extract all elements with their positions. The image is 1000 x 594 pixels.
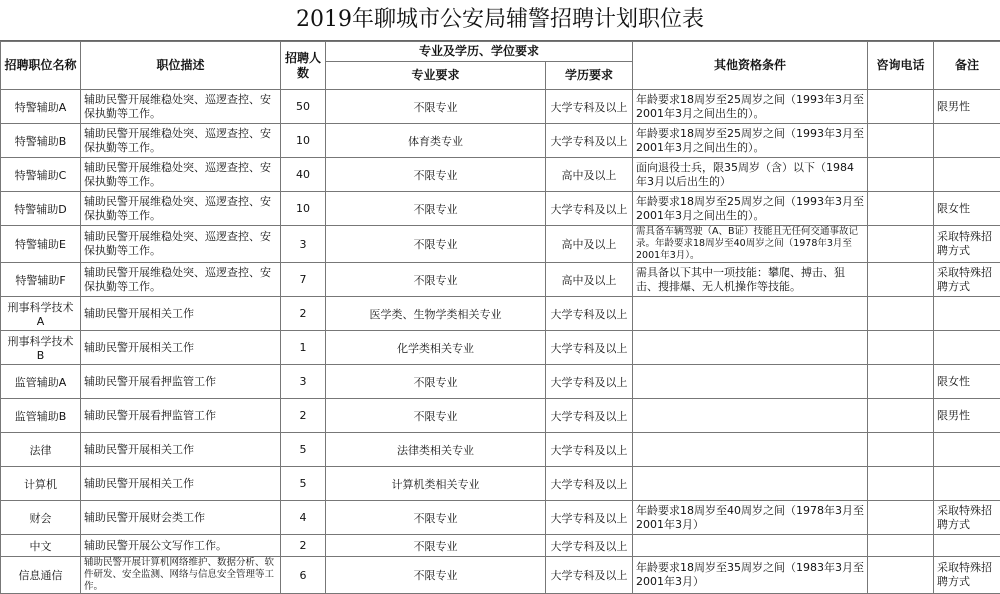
header-major: 专业要求 <box>326 62 546 90</box>
table-row <box>1 192 1000 226</box>
cell-count: 50 <box>281 90 326 124</box>
cell-position: 法律 <box>1 433 81 467</box>
cell-count: 5 <box>281 433 326 467</box>
cell-other: 年龄要求18周岁至40周岁之间（1978年3月至2001年3月） <box>633 501 868 535</box>
cell-desc: 辅助民警开展相关工作 <box>81 331 281 365</box>
cell-desc: 辅助民警开展维稳处突、巡逻查控、安保执勤等工作。 <box>81 124 281 158</box>
header-position: 招聘职位名称 <box>1 42 81 90</box>
header-edu: 学历要求 <box>546 62 633 90</box>
cell-edu: 大学专科及以上 <box>546 192 633 226</box>
header-phone: 咨询电话 <box>868 42 934 90</box>
cell-desc: 辅助民警开展维稳处突、巡逻查控、安保执勤等工作。 <box>81 263 281 297</box>
cell-edu: 大学专科及以上 <box>546 331 633 365</box>
cell-phone <box>868 331 934 365</box>
header-other: 其他资格条件 <box>633 42 868 90</box>
cell-phone <box>868 158 934 192</box>
cell-major: 不限专业 <box>326 535 546 557</box>
cell-count: 5 <box>281 467 326 501</box>
cell-edu: 高中及以上 <box>546 226 633 263</box>
cell-position: 监管辅助A <box>1 365 81 399</box>
cell-position: 特警辅助E <box>1 226 81 263</box>
cell-note <box>934 297 1000 331</box>
cell-phone <box>868 557 934 594</box>
cell-other: 年龄要求18周岁至25周岁之间（1993年3月至2001年3月之间出生的）。 <box>633 124 868 158</box>
cell-count: 3 <box>281 365 326 399</box>
cell-note <box>934 467 1000 501</box>
cell-note: 采取特殊招聘方式 <box>934 557 1000 594</box>
cell-note: 采取特殊招聘方式 <box>934 501 1000 535</box>
cell-edu: 大学专科及以上 <box>546 467 633 501</box>
cell-desc: 辅助民警开展计算机网络维护、数据分析、软件研发、安全监测、网络与信息安全管理等工作。 <box>81 557 281 594</box>
cell-other <box>633 535 868 557</box>
cell-major: 不限专业 <box>326 158 546 192</box>
cell-edu: 大学专科及以上 <box>546 535 633 557</box>
cell-count: 1 <box>281 331 326 365</box>
cell-desc: 辅助民警开展相关工作 <box>81 467 281 501</box>
cell-phone <box>868 226 934 263</box>
table-row <box>1 399 1000 433</box>
cell-edu: 大学专科及以上 <box>546 124 633 158</box>
cell-other <box>633 433 868 467</box>
cell-position: 刑事科学技术B <box>1 331 81 365</box>
cell-note: 限女性 <box>934 192 1000 226</box>
table-row <box>1 365 1000 399</box>
cell-position: 刑事科学技术A <box>1 297 81 331</box>
cell-note: 限男性 <box>934 90 1000 124</box>
cell-desc: 辅助民警开展维稳处突、巡逻查控、安保执勤等工作。 <box>81 226 281 263</box>
cell-other <box>633 467 868 501</box>
cell-other: 年龄要求18周岁至25周岁之间（1993年3月至2001年3月之间出生的）。 <box>633 192 868 226</box>
cell-major: 不限专业 <box>326 365 546 399</box>
cell-major: 不限专业 <box>326 399 546 433</box>
cell-edu: 大学专科及以上 <box>546 399 633 433</box>
cell-count: 40 <box>281 158 326 192</box>
cell-major: 不限专业 <box>326 263 546 297</box>
table-row <box>1 535 1000 557</box>
cell-major: 化学类相关专业 <box>326 331 546 365</box>
page-title: 2019年聊城市公安局辅警招聘计划职位表 <box>0 0 1000 41</box>
header-count: 招聘人数 <box>281 42 326 90</box>
cell-count: 2 <box>281 535 326 557</box>
cell-note <box>934 124 1000 158</box>
cell-desc: 辅助民警开展维稳处突、巡逻查控、安保执勤等工作。 <box>81 90 281 124</box>
cell-note: 采取特殊招聘方式 <box>934 263 1000 297</box>
cell-position: 特警辅助B <box>1 124 81 158</box>
cell-note <box>934 158 1000 192</box>
cell-count: 6 <box>281 557 326 594</box>
cell-phone <box>868 192 934 226</box>
table-row <box>1 557 1000 594</box>
cell-phone <box>868 365 934 399</box>
cell-other: 需具备车辆驾驶（A、B证）技能且无任何交通事故记录。年龄要求18周岁至40周岁之间（1978年3月至2001年3月）。 <box>633 226 868 263</box>
cell-count: 10 <box>281 124 326 158</box>
cell-note <box>934 433 1000 467</box>
cell-count: 2 <box>281 297 326 331</box>
cell-note: 限男性 <box>934 399 1000 433</box>
cell-position: 财会 <box>1 501 81 535</box>
cell-major: 法律类相关专业 <box>326 433 546 467</box>
cell-desc: 辅助民警开展看押监管工作 <box>81 399 281 433</box>
cell-phone <box>868 124 934 158</box>
cell-edu: 大学专科及以上 <box>546 433 633 467</box>
cell-major: 不限专业 <box>326 557 546 594</box>
cell-other: 年龄要求18周岁至35周岁之间（1983年3月至2001年3月） <box>633 557 868 594</box>
cell-other <box>633 297 868 331</box>
table-row <box>1 433 1000 467</box>
cell-major: 医学类、生物学类相关专业 <box>326 297 546 331</box>
cell-count: 7 <box>281 263 326 297</box>
cell-note: 采取特殊招聘方式 <box>934 226 1000 263</box>
cell-major: 计算机类相关专业 <box>326 467 546 501</box>
cell-desc: 辅助民警开展维稳处突、巡逻查控、安保执勤等工作。 <box>81 158 281 192</box>
cell-phone <box>868 263 934 297</box>
cell-position: 信息通信 <box>1 557 81 594</box>
cell-edu: 大学专科及以上 <box>546 501 633 535</box>
cell-position: 特警辅助D <box>1 192 81 226</box>
recruitment-table <box>0 41 1000 594</box>
cell-phone <box>868 433 934 467</box>
cell-note <box>934 331 1000 365</box>
cell-edu: 大学专科及以上 <box>546 557 633 594</box>
cell-count: 2 <box>281 399 326 433</box>
table-row <box>1 124 1000 158</box>
table-row <box>1 331 1000 365</box>
table-row <box>1 467 1000 501</box>
cell-desc: 辅助民警开展财会类工作 <box>81 501 281 535</box>
header-group: 专业及学历、学位要求 <box>326 42 633 62</box>
cell-note <box>934 535 1000 557</box>
cell-phone <box>868 297 934 331</box>
table-row <box>1 90 1000 124</box>
cell-edu: 高中及以上 <box>546 263 633 297</box>
header-note: 备注 <box>934 42 1000 90</box>
cell-desc: 辅助民警开展相关工作 <box>81 297 281 331</box>
table-row <box>1 226 1000 263</box>
cell-other: 面向退役士兵，限35周岁（含）以下（1984年3月以后出生的） <box>633 158 868 192</box>
cell-other <box>633 331 868 365</box>
table-row <box>1 263 1000 297</box>
cell-major: 不限专业 <box>326 226 546 263</box>
cell-major: 体育类专业 <box>326 124 546 158</box>
cell-count: 4 <box>281 501 326 535</box>
cell-edu: 大学专科及以上 <box>546 90 633 124</box>
cell-position: 特警辅助F <box>1 263 81 297</box>
cell-phone <box>868 90 934 124</box>
cell-phone <box>868 501 934 535</box>
cell-major: 不限专业 <box>326 501 546 535</box>
cell-other <box>633 365 868 399</box>
cell-major: 不限专业 <box>326 90 546 124</box>
table-row <box>1 158 1000 192</box>
cell-count: 10 <box>281 192 326 226</box>
cell-note: 限女性 <box>934 365 1000 399</box>
cell-position: 特警辅助A <box>1 90 81 124</box>
cell-position: 监管辅助B <box>1 399 81 433</box>
table-row <box>1 501 1000 535</box>
cell-other <box>633 399 868 433</box>
cell-desc: 辅助民警开展公文写作工作。 <box>81 535 281 557</box>
cell-edu: 大学专科及以上 <box>546 297 633 331</box>
cell-phone <box>868 535 934 557</box>
cell-position: 计算机 <box>1 467 81 501</box>
cell-edu: 高中及以上 <box>546 158 633 192</box>
cell-desc: 辅助民警开展看押监管工作 <box>81 365 281 399</box>
cell-position: 中文 <box>1 535 81 557</box>
cell-phone <box>868 467 934 501</box>
cell-position: 特警辅助C <box>1 158 81 192</box>
table-row <box>1 297 1000 331</box>
cell-edu: 大学专科及以上 <box>546 365 633 399</box>
cell-phone <box>868 399 934 433</box>
cell-major: 不限专业 <box>326 192 546 226</box>
cell-desc: 辅助民警开展维稳处突、巡逻查控、安保执勤等工作。 <box>81 192 281 226</box>
cell-count: 3 <box>281 226 326 263</box>
cell-other: 年龄要求18周岁至25周岁之间（1993年3月至2001年3月之间出生的）。 <box>633 90 868 124</box>
cell-other: 需具备以下其中一项技能：攀爬、搏击、狙击、搜排爆、无人机操作等技能。 <box>633 263 868 297</box>
header-desc: 职位描述 <box>81 42 281 90</box>
cell-desc: 辅助民警开展相关工作 <box>81 433 281 467</box>
